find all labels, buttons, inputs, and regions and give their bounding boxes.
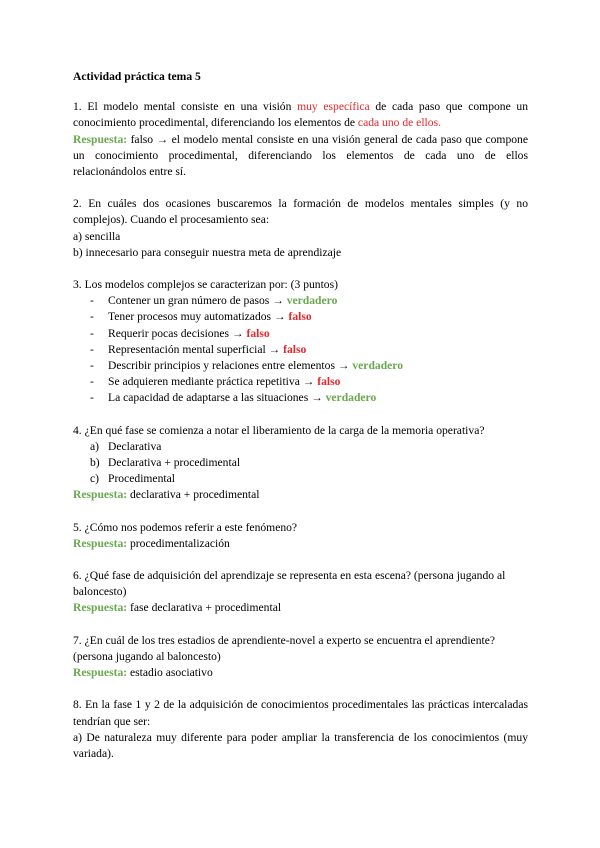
question-4 (73, 423, 528, 504)
answer-text: procedimentalización (127, 536, 230, 550)
option-b: b) Declarativa + procedimental (90, 456, 241, 470)
question-4-text: 4. ¿En qué fase se comienza a notar el liberamiento de la carga de la memoria operativa? (73, 423, 485, 437)
answer-1 (73, 132, 528, 181)
question-7-text: 7. ¿En cuál de los tres estadios de aprendiente-novel a experto se encuentra el aprendiente? (persona jugando al baloncesto) (73, 633, 496, 663)
q1-highlight-2: cada uno de ellos. (357, 116, 441, 130)
list-item: - Describir principios y relaciones entre elementos → verdadero (73, 358, 528, 374)
q4-options (73, 439, 528, 488)
answer-text: falso → el modelo mental consiste en una visión general de cada paso que compone un conocimiento procedimental, diferenciando los elementos de cada uno de ellos relacionándolos entre sí. (73, 132, 528, 179)
option-a: a) sencilla (73, 229, 121, 243)
list-item: - Representación mental superficial → falso (73, 342, 528, 358)
list-item: - Contener un gran número de pasos → verdadero (73, 293, 528, 309)
answer-label: Respuesta: (73, 488, 128, 502)
verdict-false: falso (317, 375, 341, 389)
list-item: - La capacidad de adaptarse a las situaciones → verdadero (73, 390, 528, 406)
answer-text: fase declarativa + procedimental (127, 601, 282, 615)
answer-4 (73, 487, 528, 503)
answer-text: declarativa + procedimental (127, 488, 260, 502)
answer-label: Respuesta: (73, 666, 128, 680)
question-5-text: 5. ¿Cómo nos podemos referir a este fenómeno? (73, 520, 298, 534)
answer-text: estadio asociativo (127, 666, 213, 680)
question-5 (73, 520, 528, 552)
list-item: - Se adquieren mediante práctica repetitiva → falso (73, 374, 528, 390)
option-a: a) De naturaleza muy diferente para poder ampliar la transferencia de los conocimientos (muy variada). (73, 730, 528, 760)
answer-6 (73, 600, 528, 616)
verdict-false: falso (283, 342, 307, 356)
answer-5 (73, 536, 528, 552)
answer-7 (73, 665, 528, 681)
list-item: - Requerir pocas decisiones → falso (73, 326, 528, 342)
verdict-true: verdadero (286, 294, 338, 308)
answer-label: Respuesta: (73, 601, 128, 615)
answer-label: Respuesta: (73, 536, 128, 550)
question-1-text (73, 99, 528, 131)
q1-text-a: 1. El modelo mental consiste en una visión (73, 100, 298, 114)
question-2-text: 2. En cuáles dos ocasiones buscaremos la formación de modelos mentales simples (y no complejos). Cuando el procesamiento sea: (73, 197, 528, 227)
question-6-text: 6. ¿Qué fase de adquisición del aprendizaje se representa en esta escena? (persona jugando al baloncesto) (73, 569, 506, 599)
verdict-false: falso (288, 310, 312, 324)
question-8 (73, 697, 528, 762)
question-7 (73, 633, 528, 682)
q1-text-b: de cada paso que compone un conocimiento procedimental, diferenciando los elementos de (73, 100, 528, 130)
list-item: - Tener procesos muy automatizados → falso (73, 309, 528, 325)
verdict-true: verdadero (352, 359, 404, 373)
question-3 (73, 277, 528, 407)
question-2 (73, 196, 528, 261)
q1-highlight-1: muy específica (297, 100, 370, 114)
q3-list (73, 293, 528, 406)
option-b: b) innecesario para conseguir nuestra meta de aprendizaje (73, 245, 342, 259)
question-3-text: 3. Los modelos complejos se caracterizan por: (3 puntos) (73, 278, 338, 292)
document-page (73, 69, 528, 762)
question-6 (73, 568, 528, 617)
answer-label: Respuesta: (73, 132, 128, 146)
option-a: a) Declarativa (90, 439, 162, 453)
option-c: c) Procedimental (90, 472, 175, 486)
question-8-text: 8. En la fase 1 y 2 de la adquisición de conocimientos procedimentales las prácticas intercaladas tendrían que ser: (73, 698, 528, 728)
verdict-true: verdadero (325, 391, 377, 405)
document-title: Actividad práctica tema 5 (73, 70, 201, 83)
question-1 (73, 99, 528, 180)
verdict-false: falso (246, 326, 270, 340)
